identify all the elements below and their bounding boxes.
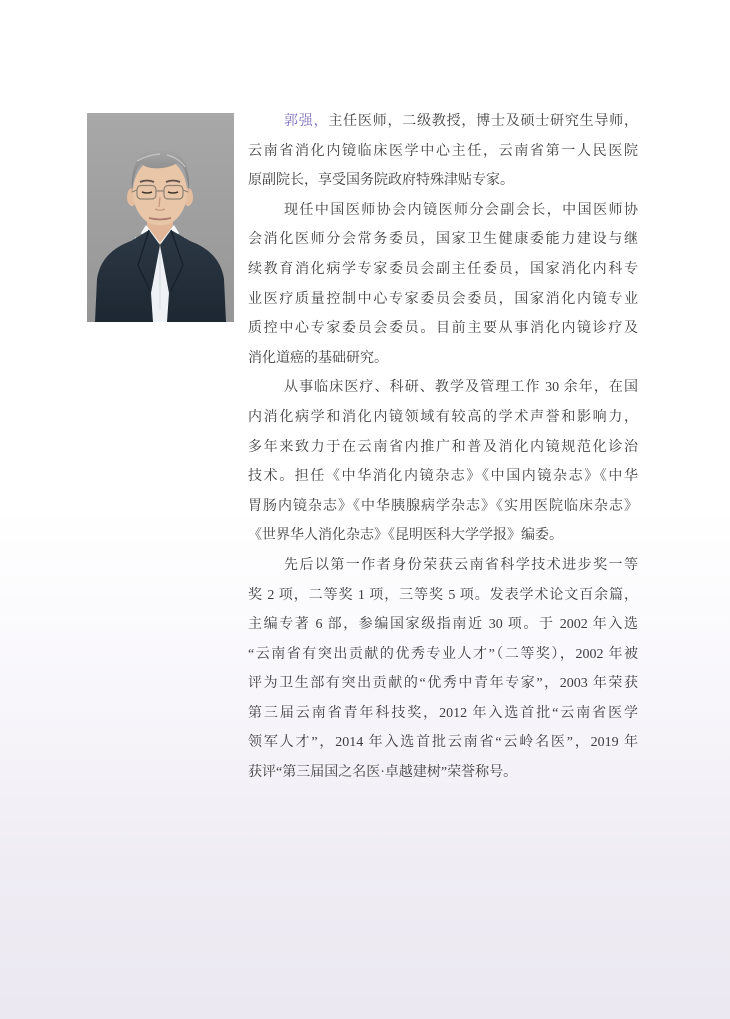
bio-line: “云南省有突出贡献的优秀专业人才”（二等奖），2002 年被 bbox=[248, 646, 638, 662]
bio-line: 获评“第三届国之名医·卓越建树”荣誉称号。 bbox=[248, 765, 518, 781]
bio-line: 《世界华人消化杂志》《昆明医科大学学报》编委。 bbox=[248, 528, 563, 544]
bio-line: 第三届云南省青年科技奖，2012 年入选首批“云南省医学 bbox=[248, 705, 638, 721]
bio-line: 先后以第一作者身份荣获云南省科学技术进步奖一等 bbox=[284, 557, 638, 573]
bio-line: 技术。担任《中华消化内镜杂志》《中国内镜杂志》《中华 bbox=[248, 469, 638, 485]
bio-line: 内消化病学和消化内镜领域有较高的学术声誉和影响力， bbox=[248, 409, 638, 425]
bio-line: 会消化医师分会常务委员，国家卫生健康委能力建设与继 bbox=[248, 232, 638, 248]
bio-line: 现任中国医师协会内镜医师分会副会长，中国医师协 bbox=[284, 202, 638, 218]
bio-line: 从事临床医疗、科研、教学及管理工作 30 余年，在国 bbox=[284, 380, 638, 396]
bio-line: 消化道癌的基础研究。 bbox=[248, 350, 388, 366]
bio-line: 原副院长，享受国务院政府特殊津贴专家。 bbox=[248, 173, 514, 189]
portrait-photo bbox=[87, 113, 234, 322]
bio-line: 领军人才”，2014 年入选首批云南省“云岭名医”，2019 年 bbox=[248, 735, 638, 751]
bio-line: 评为卫生部有突出贡献的“优秀中青年专家”，2003 年荣获 bbox=[248, 676, 638, 692]
portrait-photo-art bbox=[87, 113, 234, 322]
bio-line: 业医疗质量控制中心专家委员会委员，国家消化内镜专业 bbox=[248, 291, 638, 307]
bio-line: 续教育消化病学专家委员会副主任委员，国家消化内科专 bbox=[248, 261, 638, 277]
bio-line: 质控中心专家委员会委员。目前主要从事消化内镜诊疗及 bbox=[248, 321, 638, 337]
bio-text-column bbox=[248, 107, 638, 788]
bio-line: 奖 2 项，二等奖 1 项，三等奖 5 项。发表学术论文百余篇， bbox=[248, 587, 638, 603]
bio-line: 主编专著 6 部，参编国家级指南近 30 项。于 2002 年入选 bbox=[248, 617, 638, 633]
bio-line: 郭强，主任医师，二级教授，博士及硕士研究生导师， bbox=[284, 114, 639, 129]
doctor-name: 郭强， bbox=[284, 114, 329, 129]
bio-line: 云南省消化内镜临床医学中心主任，云南省第一人民医院 bbox=[248, 143, 638, 159]
bio-line: 胃肠内镜杂志》《中华胰腺病学杂志》《实用医院临床杂志》 bbox=[248, 498, 638, 514]
bio-line: 多年来致力于在云南省内推广和普及消化内镜规范化诊治 bbox=[248, 439, 638, 455]
